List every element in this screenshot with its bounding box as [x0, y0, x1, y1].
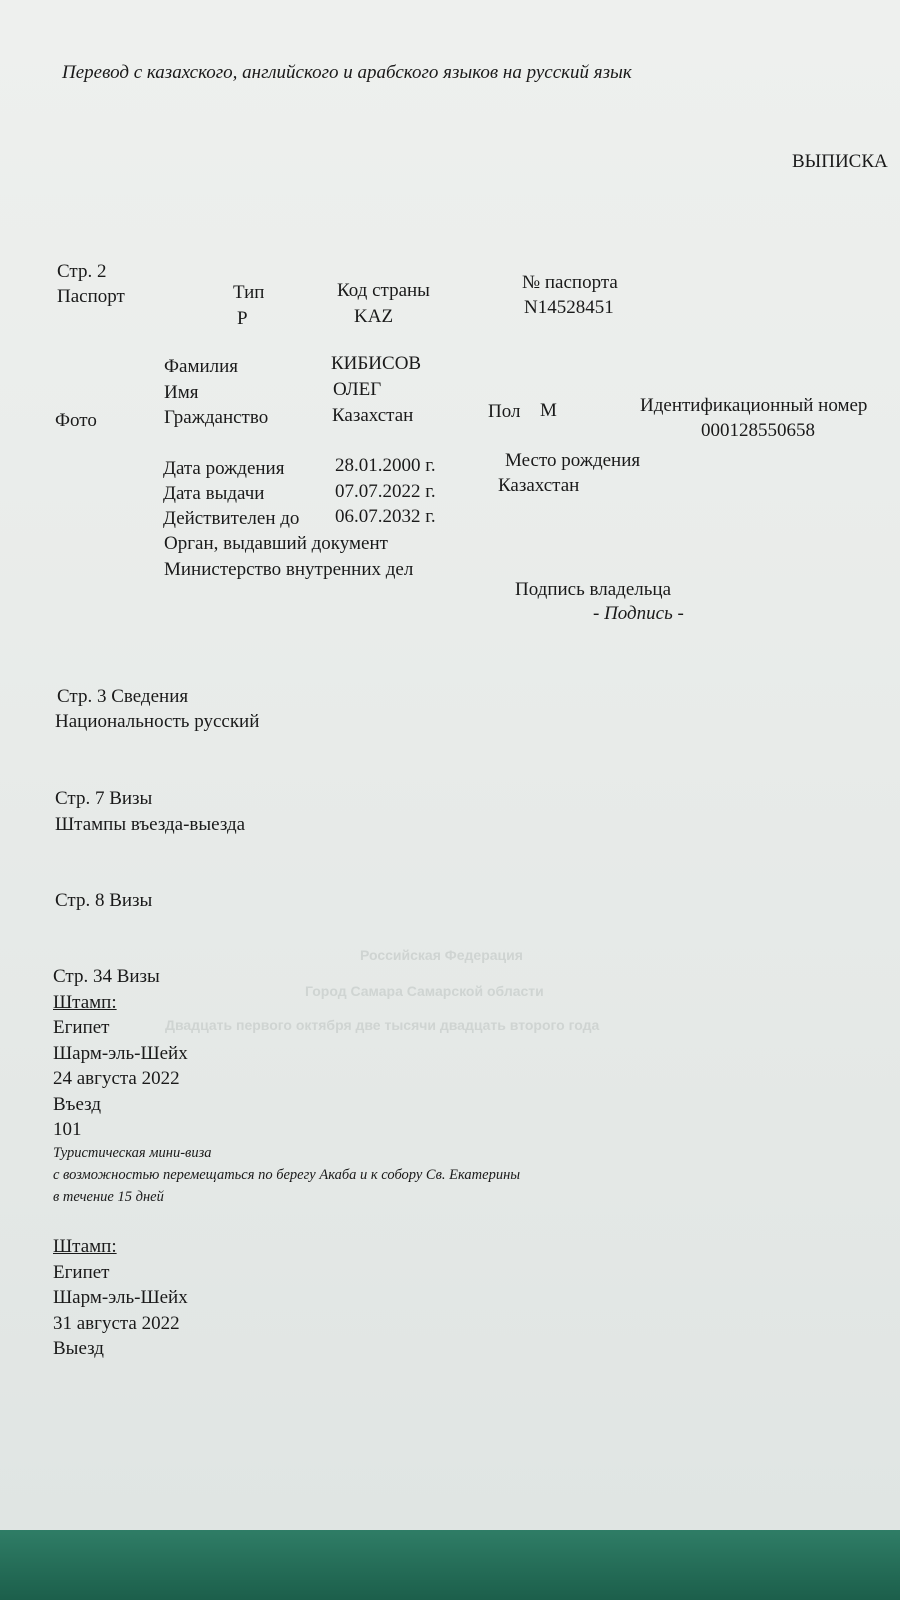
stamp-1-direction: Въезд — [53, 1094, 101, 1115]
id-number-value: 000128550658 — [701, 420, 815, 441]
stamp-2-city: Шарм-эль-Шейх — [53, 1287, 188, 1308]
type-value: P — [237, 308, 248, 329]
stamp-2-date: 31 августа 2022 — [53, 1313, 180, 1334]
stamp-1-note-line-2: с возможностью перемещаться по берегу Акаба и к собору Св. Екатерины — [53, 1167, 521, 1183]
signature-value: - Подпись - — [593, 603, 684, 624]
surname-label: Фамилия — [164, 356, 239, 377]
page-8-title: Стр. 8 Визы — [55, 890, 153, 911]
nationality: Национальность русский — [55, 711, 260, 732]
passport-label: Паспорт — [57, 286, 125, 307]
stamp-2-country: Египет — [53, 1262, 110, 1283]
citizenship-label: Гражданство — [164, 407, 269, 428]
entry-exit-stamps: Штампы въезда-выезда — [55, 814, 246, 835]
passport-number-label: № паспорта — [522, 272, 618, 293]
stamp-1-note-line-3: в течение 15 дней — [53, 1189, 164, 1205]
name-value: ОЛЕГ — [333, 379, 382, 400]
issue-date-label: Дата выдачи — [163, 483, 265, 504]
stamp-2-direction: Выезд — [53, 1338, 104, 1359]
birth-date-label: Дата рождения — [163, 458, 285, 479]
id-number-label: Идентификационный номер — [640, 395, 868, 416]
passport-number-value: N14528451 — [524, 297, 614, 318]
bleed-through-line-2: Город Самара Самарской области — [305, 983, 544, 999]
issuing-authority-value: Министерство внутренних дел — [164, 559, 414, 580]
name-label: Имя — [164, 382, 199, 403]
stamp-1-label: Штамп: — [53, 992, 117, 1013]
sex-value: М — [540, 400, 557, 421]
signature-label: Подпись владельца — [515, 579, 672, 600]
stamp-1-number: 101 — [53, 1119, 82, 1140]
stamp-1-date: 24 августа 2022 — [53, 1068, 180, 1089]
country-code-value: KAZ — [354, 306, 394, 327]
photo-label: Фото — [55, 410, 97, 431]
birth-place-label: Место рождения — [505, 450, 641, 471]
translation-note: Перевод с казахского, английского и арабского языков на русский язык — [62, 62, 632, 83]
stamp-1-country: Египет — [53, 1017, 110, 1038]
issue-date-value: 07.07.2022 г. — [335, 481, 436, 502]
stamp-1-note-line-1: Туристическая мини-виза — [53, 1145, 212, 1161]
type-label: Тип — [233, 282, 265, 303]
citizenship-value: Казахстан — [332, 405, 414, 426]
stamp-1-city: Шарм-эль-Шейх — [53, 1043, 188, 1064]
valid-until-value: 06.07.2032 г. — [335, 506, 436, 527]
issuing-authority-label: Орган, выдавший документ — [164, 533, 388, 554]
surname-value: КИБИСОВ — [331, 353, 422, 374]
country-code-label: Код страны — [337, 280, 430, 301]
page-7-title: Стр. 7 Визы — [55, 788, 153, 809]
valid-until-label: Действителен до — [163, 508, 300, 529]
bleed-through-line-1: Российская Федерация — [360, 947, 523, 963]
bleed-through-line-3: Двадцать первого октября две тысячи двадцать второго года — [165, 1017, 600, 1033]
birth-date-value: 28.01.2000 г. — [335, 455, 436, 476]
document-title: ВЫПИСКА — [792, 151, 888, 172]
page-34-title: Стр. 34 Визы — [53, 966, 160, 987]
page-3-title: Стр. 3 Сведения — [57, 686, 189, 707]
stamp-2-label: Штамп: — [53, 1236, 117, 1257]
sex-label: Пол — [488, 401, 521, 422]
page-2-label: Стр. 2 — [57, 261, 107, 282]
background-surface — [0, 1530, 900, 1600]
birth-place-value: Казахстан — [498, 475, 580, 496]
